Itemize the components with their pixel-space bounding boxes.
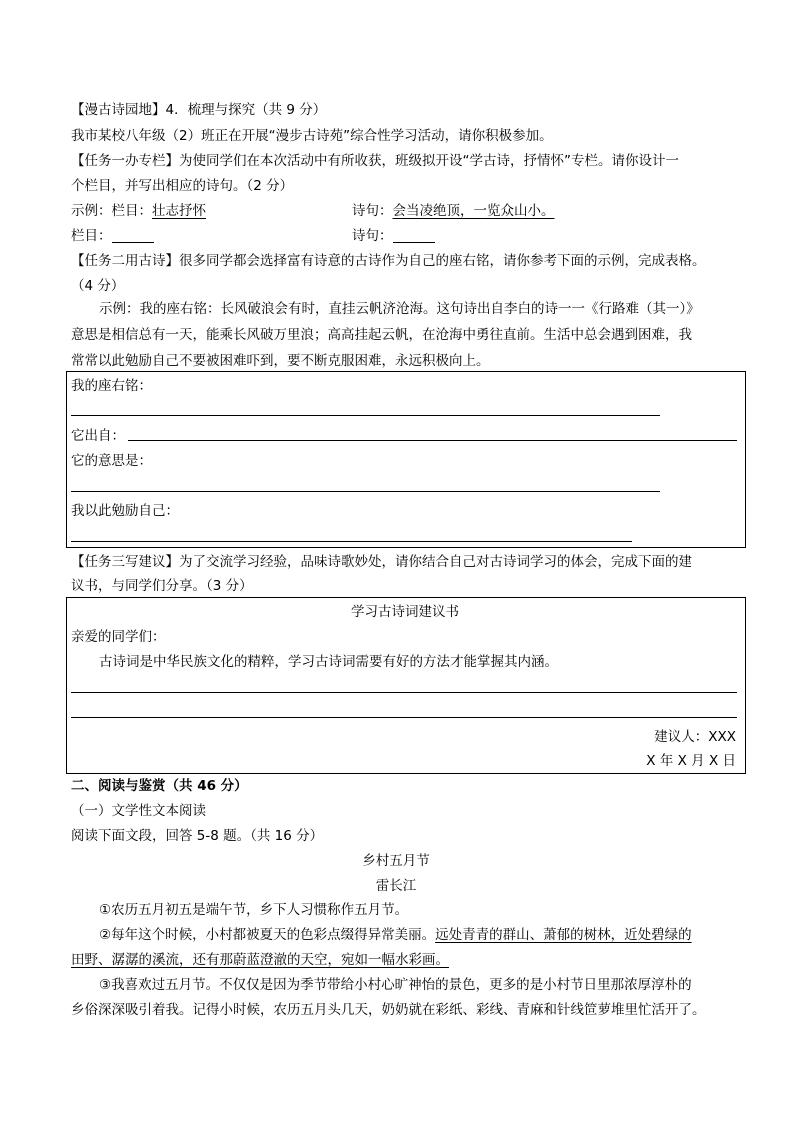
letter-proposer: 建议人：XXX [654,729,736,745]
letter-title: 学习古诗词建议书 [351,604,459,620]
encourage-answer-line[interactable] [71,541,632,542]
column-blank[interactable] [112,228,154,243]
paragraph-2-text: ②每年这个时候，小村都被夏天的色彩点缀得异常美丽。 [99,927,436,943]
task2-text: 【任务二用古诗】很多同学都会选择富有诗意的古诗作为自己的座右铭，请你参考下面的示例，完成表格。 [71,253,706,269]
q4-heading: 【漫古诗园地】4．梳理与探究（共 9 分） [71,102,327,118]
motto-table [66,371,746,548]
paragraph-2 [99,926,692,944]
letter-answer-line[interactable] [71,717,737,718]
letter-box [66,597,746,774]
q4-intro: 我市某校八年级（2）班正在开展“漫步古诗苑”综合性学习活动，请你积极参加。 [71,128,553,144]
task3-text: 【任务三写建议】为了交流学习经验，品味诗歌妙处，请你结合自己对古诗词学习的体会，完成下面的建 [71,554,692,570]
paragraph-3-cont: 乡俗深深吸引着我。记得小时候，农历五月头几天，奶奶就在彩纸、彩线、青麻和针线笸萝堆里忙活开了。 [71,1002,706,1018]
task1-text-2: 个栏目，并写出相应的诗句。（2 分） [71,178,294,194]
task2-example-3: 常常以此勉励自己不要被困难吓到，要不断克服困难，永远积极向上。 [71,353,490,369]
paragraph-1: ①农历五月初五是端午节，乡下人习惯称作五月节。 [99,902,409,918]
example-row [71,202,206,220]
column-row [71,227,154,245]
example-label: 示例：栏目： [71,203,152,219]
paragraph-2-cont: 田野、潺潺的溪流，还有那蔚蓝澄澈的天空，宛如一幅水彩画。 [71,952,449,968]
poem-label: 诗句： [352,228,393,244]
poem-row [352,227,435,245]
task3-text-2: 议书，与同学们分享。（3 分） [71,578,253,594]
motto-label: 我的座右铭： [71,378,152,394]
example-poem: 会当凌绝顶，一览众山小。 [392,203,555,219]
part2-heading: 二、阅读与鉴赏（共 46 分） [71,778,248,794]
article-title: 乡村五月节 [362,853,430,869]
article-author: 雷长江 [375,878,417,894]
paragraph-3: ③我喜欢过五月节。不仅仅是因为季节带给小村心旷神怡的景色，更多的是小村节日里那浓厚淳朴的 [99,977,692,993]
source-label: 它出自： [71,428,125,444]
task1-text: 【任务一办专栏】为使同学们在本次活动中有所收获，班级拟开设“学古诗，抒情怀”专栏。请你设计一 [71,153,679,169]
part2-instruction: 阅读下面文段，回答 5-8 题。（共 16 分） [71,828,324,844]
letter-greeting: 亲爱的同学们： [71,629,166,645]
example-poem-row [352,202,555,220]
part2-sub: （一）文学性文本阅读 [71,803,206,819]
motto-answer-line[interactable] [71,415,660,416]
task2-text-2: （4 分） [71,278,125,294]
meaning-label: 它的意思是： [71,453,152,469]
letter-answer-line[interactable] [71,692,737,693]
encourage-label: 我以此勉励自己： [71,503,179,519]
task2-example: 示例：我的座右铭：长风破浪会有时，直挂云帆济沧海。这句诗出自李白的诗一一《行路难（其一）》 [99,301,700,317]
meaning-answer-line[interactable] [71,491,660,492]
task2-example-2: 意思是相信总有一天，能乘长风破万里浪；高高挂起云帆，在沧海中勇往直前。生活中总会遇到困难，我 [71,327,692,343]
paragraph-2-underlined: 远处青青的群山、萧郁的树林，近处碧绿的 [435,927,692,943]
poem-blank[interactable] [393,228,435,243]
example-column: 壮志抒怀 [152,203,206,219]
letter-body: 古诗词是中华民族文化的精粹，学习古诗词需要有好的方法才能掌握其内涵。 [99,654,558,670]
source-answer-line[interactable] [128,440,737,441]
example-poem-label: 诗句： [352,203,393,219]
letter-date: X 年 X 月 X 日 [646,753,736,769]
column-label: 栏目： [71,228,112,244]
